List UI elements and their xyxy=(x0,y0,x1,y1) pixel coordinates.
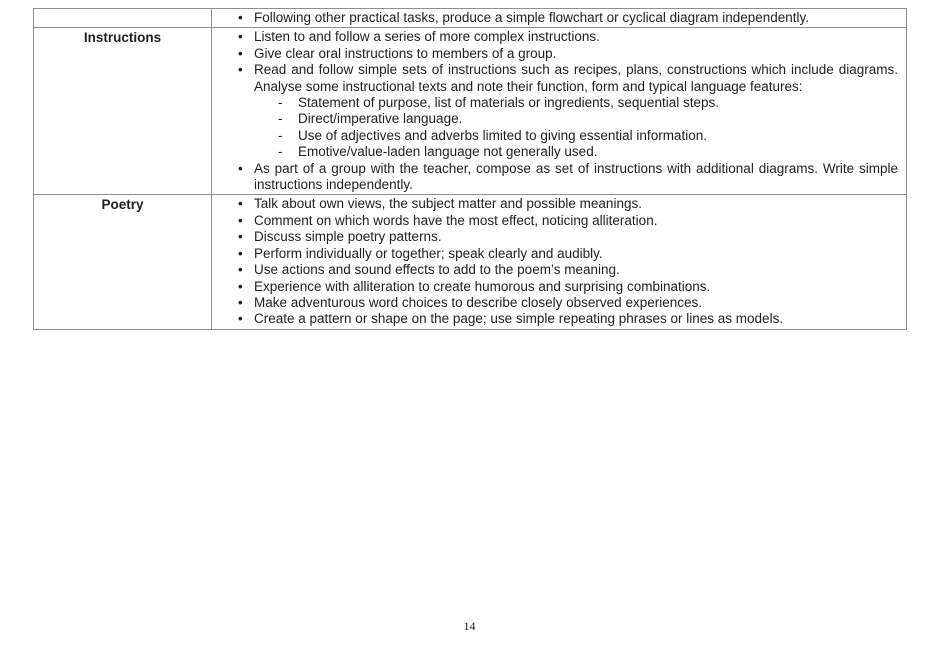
bullet-item xyxy=(222,10,898,26)
sub-item xyxy=(254,144,898,160)
row-content-cell xyxy=(212,195,907,329)
bullet-item xyxy=(222,213,898,229)
bullet-item xyxy=(222,311,898,327)
bullet-icon: • xyxy=(238,10,243,25)
bullet-icon: • xyxy=(238,278,243,294)
bullet-text: Read and follow simple sets of instructions such as recipes, plans, constructions which include diagrams. Analyse some instructional texts and note their function, form and typical language features: xyxy=(254,62,898,94)
page-number: 14 xyxy=(463,619,476,633)
bullet-icon: • xyxy=(238,45,243,61)
bullet-text: Create a pattern or shape on the page; use simple repeating phrases or lines as models. xyxy=(254,311,784,327)
bullet-body xyxy=(254,62,898,160)
bullet-text: Comment on which words have the most effect, noticing alliteration. xyxy=(254,212,658,228)
sub-item-text: Emotive/value-laden language not generally used. xyxy=(298,144,598,160)
row-label-cell xyxy=(34,9,212,28)
sub-item-text: Direct/imperative language. xyxy=(298,111,463,127)
bullet-icon: • xyxy=(238,196,243,212)
bullet-item xyxy=(222,229,898,245)
dash-icon: - xyxy=(278,144,283,160)
row-label-cell: Instructions xyxy=(34,28,212,195)
bullet-text: Talk about own views, the subject matter and possible meanings. xyxy=(254,196,642,212)
bullet-text: Use actions and sound effects to add to the poem’s meaning. xyxy=(254,262,620,278)
sub-item-text: Use of adjectives and adverbs limited to giving essential information. xyxy=(298,127,707,143)
bullet-item xyxy=(222,262,898,278)
bullet-icon: • xyxy=(238,29,243,45)
bullet-item xyxy=(222,246,898,262)
bullet-icon: • xyxy=(238,229,243,245)
bullet-text: Listen to and follow a series of more complex instructions. xyxy=(254,29,600,45)
bullet-item xyxy=(222,295,898,311)
sub-item xyxy=(254,128,898,144)
bullet-text: Perform individually or together; speak clearly and audibly. xyxy=(254,245,603,261)
row-content-cell xyxy=(212,28,907,195)
sub-item xyxy=(254,111,898,127)
bullet-item xyxy=(222,46,898,62)
bullet-item xyxy=(222,279,898,295)
bullet-icon: • xyxy=(238,294,243,310)
bullet-text: As part of a group with the teacher, compose as set of instructions with additional diagrams. Write simple instructions independently. xyxy=(254,160,898,193)
curriculum-table xyxy=(33,8,907,330)
bullet-icon: • xyxy=(238,212,243,228)
sub-item xyxy=(254,95,898,111)
row-content-cell xyxy=(212,9,907,28)
dash-icon: - xyxy=(278,111,283,127)
bullet-text: Give clear oral instructions to members of a group. xyxy=(254,45,557,61)
bullet-text: Make adventurous word choices to describe closely observed experiences. xyxy=(254,294,702,310)
bullet-text: Discuss simple poetry patterns. xyxy=(254,229,442,245)
bullet-icon: • xyxy=(238,245,243,261)
bullet-icon: • xyxy=(238,160,243,176)
bullet-item xyxy=(222,62,898,160)
bullet-item xyxy=(222,161,898,194)
bullet-item xyxy=(222,196,898,212)
table-row xyxy=(34,9,907,28)
bullet-icon: • xyxy=(238,62,243,78)
row-label-cell: Poetry xyxy=(34,195,212,329)
bullet-text: Experience with alliteration to create humorous and surprising combinations. xyxy=(254,278,711,294)
table-row xyxy=(34,28,907,195)
table-row xyxy=(34,195,907,329)
dash-icon: - xyxy=(278,95,283,111)
bullet-text: Following other practical tasks, produce a simple flowchart or cyclical diagram independently. xyxy=(254,10,810,25)
bullet-icon: • xyxy=(238,311,243,327)
sub-item-text: Statement of purpose, list of materials or ingredients, sequential steps. xyxy=(298,95,719,111)
bullet-icon: • xyxy=(238,262,243,278)
bullet-item xyxy=(222,29,898,45)
dash-icon: - xyxy=(278,127,283,143)
